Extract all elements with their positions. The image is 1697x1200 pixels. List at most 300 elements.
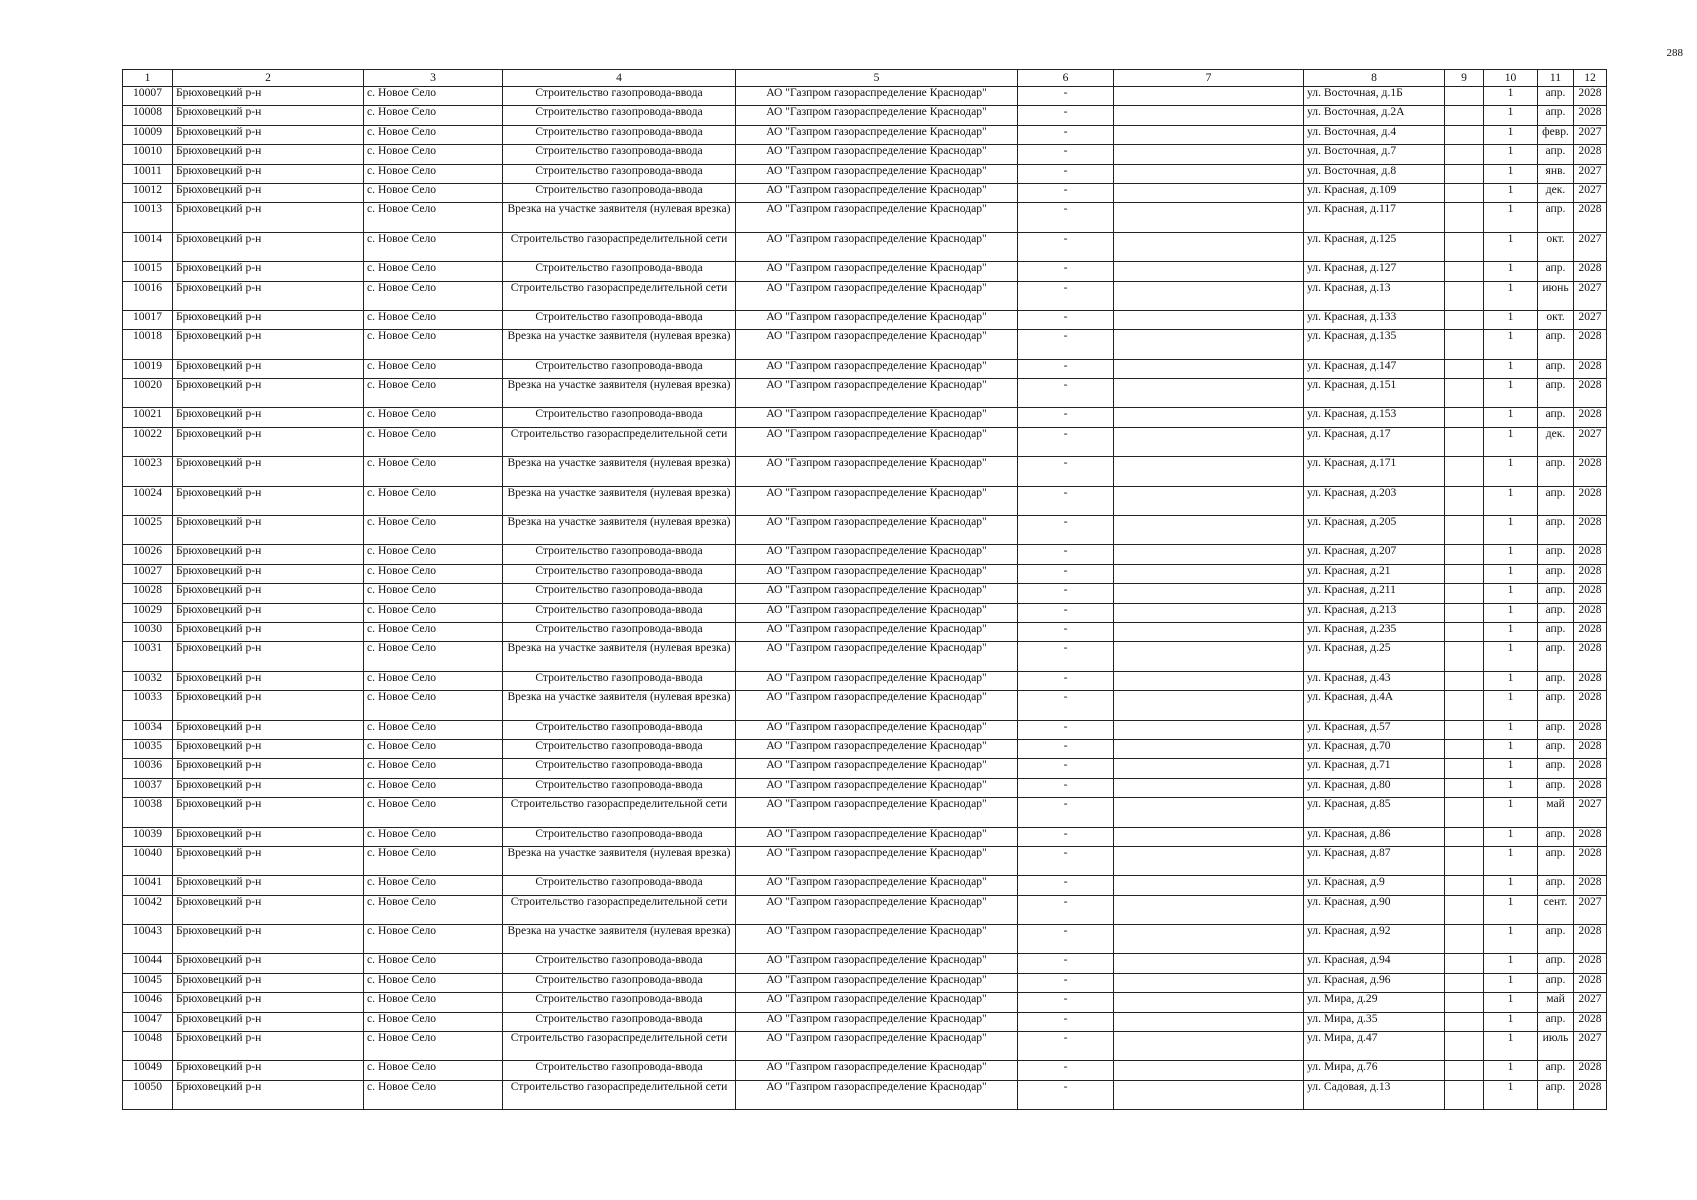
column-6-cell: - bbox=[1018, 876, 1114, 895]
table-row bbox=[123, 281, 1607, 310]
column-number: 7 bbox=[1114, 70, 1304, 87]
column-6-cell: - bbox=[1018, 183, 1114, 202]
column-9-cell bbox=[1445, 87, 1484, 106]
column-6-cell: - bbox=[1018, 486, 1114, 515]
column-7-cell bbox=[1114, 359, 1304, 378]
column-6-cell: - bbox=[1018, 691, 1114, 720]
district-cell: Брюховецкий р-н bbox=[173, 622, 364, 641]
address-cell: ул. Красная, д.80 bbox=[1304, 778, 1445, 797]
column-9-cell bbox=[1445, 925, 1484, 954]
year-cell: 2028 bbox=[1574, 759, 1607, 778]
row-number: 10022 bbox=[123, 427, 173, 456]
row-number: 10042 bbox=[123, 895, 173, 924]
district-cell: Брюховецкий р-н bbox=[173, 759, 364, 778]
work-type-cell: Строительство газопровода-ввода bbox=[503, 584, 736, 603]
table-row bbox=[123, 622, 1607, 641]
locality-cell: с. Новое Село bbox=[364, 106, 503, 125]
row-number: 10041 bbox=[123, 876, 173, 895]
column-7-cell bbox=[1114, 427, 1304, 456]
organization-cell: АО "Газпром газораспределение Краснодар" bbox=[736, 973, 1018, 992]
month-cell: апр. bbox=[1538, 145, 1574, 164]
work-type-cell: Строительство газопровода-ввода bbox=[503, 954, 736, 973]
district-cell: Брюховецкий р-н bbox=[173, 739, 364, 758]
month-cell: дек. bbox=[1538, 183, 1574, 202]
month-cell: июль bbox=[1538, 1032, 1574, 1061]
quantity-cell: 1 bbox=[1484, 427, 1538, 456]
row-number: 10008 bbox=[123, 106, 173, 125]
quantity-cell: 1 bbox=[1484, 545, 1538, 564]
year-cell: 2028 bbox=[1574, 1012, 1607, 1031]
address-cell: ул. Мира, д.76 bbox=[1304, 1061, 1445, 1080]
column-7-cell bbox=[1114, 603, 1304, 622]
work-type-cell: Строительство газопровода-ввода bbox=[503, 1061, 736, 1080]
year-cell: 2028 bbox=[1574, 1080, 1607, 1109]
month-cell: дек. bbox=[1538, 427, 1574, 456]
column-9-cell bbox=[1445, 1012, 1484, 1031]
table-row bbox=[123, 954, 1607, 973]
column-9-cell bbox=[1445, 720, 1484, 739]
column-6-cell: - bbox=[1018, 778, 1114, 797]
address-cell: ул. Красная, д.109 bbox=[1304, 183, 1445, 202]
month-cell: апр. bbox=[1538, 622, 1574, 641]
column-9-cell bbox=[1445, 145, 1484, 164]
locality-cell: с. Новое Село bbox=[364, 876, 503, 895]
month-cell: апр. bbox=[1538, 973, 1574, 992]
district-cell: Брюховецкий р-н bbox=[173, 925, 364, 954]
column-6-cell: - bbox=[1018, 1032, 1114, 1061]
organization-cell: АО "Газпром газораспределение Краснодар" bbox=[736, 457, 1018, 486]
organization-cell: АО "Газпром газораспределение Краснодар" bbox=[736, 262, 1018, 281]
locality-cell: с. Новое Село bbox=[364, 310, 503, 329]
address-cell: ул. Красная, д.13 bbox=[1304, 281, 1445, 310]
address-cell: ул. Восточная, д.2А bbox=[1304, 106, 1445, 125]
address-cell: ул. Красная, д.127 bbox=[1304, 262, 1445, 281]
address-cell: ул. Красная, д.207 bbox=[1304, 545, 1445, 564]
organization-cell: АО "Газпром газораспределение Краснодар" bbox=[736, 622, 1018, 641]
district-cell: Брюховецкий р-н bbox=[173, 359, 364, 378]
district-cell: Брюховецкий р-н bbox=[173, 310, 364, 329]
table-row bbox=[123, 106, 1607, 125]
month-cell: апр. bbox=[1538, 262, 1574, 281]
address-cell: ул. Красная, д.21 bbox=[1304, 564, 1445, 583]
month-cell: февр. bbox=[1538, 125, 1574, 144]
column-7-cell bbox=[1114, 827, 1304, 846]
row-number: 10027 bbox=[123, 564, 173, 583]
column-7-cell bbox=[1114, 232, 1304, 261]
quantity-cell: 1 bbox=[1484, 954, 1538, 973]
column-9-cell bbox=[1445, 164, 1484, 183]
year-cell: 2028 bbox=[1574, 516, 1607, 545]
locality-cell: с. Новое Село bbox=[364, 954, 503, 973]
year-cell: 2028 bbox=[1574, 827, 1607, 846]
column-9-cell bbox=[1445, 739, 1484, 758]
column-7-cell bbox=[1114, 954, 1304, 973]
work-type-cell: Строительство газопровода-ввода bbox=[503, 622, 736, 641]
district-cell: Брюховецкий р-н bbox=[173, 486, 364, 515]
table-row bbox=[123, 359, 1607, 378]
work-type-cell: Строительство газораспределительной сети bbox=[503, 427, 736, 456]
column-number: 9 bbox=[1445, 70, 1484, 87]
work-type-cell: Врезка на участке заявителя (нулевая врезка) bbox=[503, 379, 736, 408]
year-cell: 2028 bbox=[1574, 642, 1607, 671]
locality-cell: с. Новое Село bbox=[364, 895, 503, 924]
column-6-cell: - bbox=[1018, 954, 1114, 973]
organization-cell: АО "Газпром газораспределение Краснодар" bbox=[736, 427, 1018, 456]
table-row bbox=[123, 408, 1607, 427]
table-row bbox=[123, 827, 1607, 846]
locality-cell: с. Новое Село bbox=[364, 486, 503, 515]
month-cell: апр. bbox=[1538, 954, 1574, 973]
year-cell: 2028 bbox=[1574, 720, 1607, 739]
year-cell: 2028 bbox=[1574, 778, 1607, 797]
locality-cell: с. Новое Село bbox=[364, 739, 503, 758]
year-cell: 2027 bbox=[1574, 1032, 1607, 1061]
row-number: 10019 bbox=[123, 359, 173, 378]
district-cell: Брюховецкий р-н bbox=[173, 642, 364, 671]
organization-cell: АО "Газпром газораспределение Краснодар" bbox=[736, 1061, 1018, 1080]
column-9-cell bbox=[1445, 1061, 1484, 1080]
organization-cell: АО "Газпром газораспределение Краснодар" bbox=[736, 759, 1018, 778]
table-row bbox=[123, 203, 1607, 232]
column-7-cell bbox=[1114, 778, 1304, 797]
organization-cell: АО "Газпром газораспределение Краснодар" bbox=[736, 408, 1018, 427]
locality-cell: с. Новое Село bbox=[364, 778, 503, 797]
column-7-cell bbox=[1114, 1061, 1304, 1080]
row-number: 10033 bbox=[123, 691, 173, 720]
column-7-cell bbox=[1114, 720, 1304, 739]
month-cell: апр. bbox=[1538, 603, 1574, 622]
year-cell: 2027 bbox=[1574, 281, 1607, 310]
column-9-cell bbox=[1445, 106, 1484, 125]
quantity-cell: 1 bbox=[1484, 584, 1538, 603]
month-cell: апр. bbox=[1538, 827, 1574, 846]
year-cell: 2028 bbox=[1574, 87, 1607, 106]
row-number: 10046 bbox=[123, 993, 173, 1012]
column-7-cell bbox=[1114, 846, 1304, 875]
work-type-cell: Строительство газопровода-ввода bbox=[503, 87, 736, 106]
column-7-cell bbox=[1114, 564, 1304, 583]
table-row bbox=[123, 330, 1607, 359]
address-cell: ул. Восточная, д.7 bbox=[1304, 145, 1445, 164]
month-cell: апр. bbox=[1538, 486, 1574, 515]
work-type-cell: Строительство газопровода-ввода bbox=[503, 973, 736, 992]
address-cell: ул. Красная, д.9 bbox=[1304, 876, 1445, 895]
work-type-cell: Врезка на участке заявителя (нулевая врезка) bbox=[503, 516, 736, 545]
year-cell: 2028 bbox=[1574, 846, 1607, 875]
year-cell: 2028 bbox=[1574, 925, 1607, 954]
organization-cell: АО "Газпром газораспределение Краснодар" bbox=[736, 798, 1018, 827]
year-cell: 2028 bbox=[1574, 545, 1607, 564]
column-7-cell bbox=[1114, 895, 1304, 924]
quantity-cell: 1 bbox=[1484, 359, 1538, 378]
work-type-cell: Врезка на участке заявителя (нулевая врезка) bbox=[503, 330, 736, 359]
organization-cell: АО "Газпром газораспределение Краснодар" bbox=[736, 876, 1018, 895]
year-cell: 2028 bbox=[1574, 145, 1607, 164]
table-row bbox=[123, 232, 1607, 261]
address-cell: ул. Красная, д.153 bbox=[1304, 408, 1445, 427]
column-7-cell bbox=[1114, 164, 1304, 183]
address-cell: ул. Красная, д.235 bbox=[1304, 622, 1445, 641]
column-6-cell: - bbox=[1018, 564, 1114, 583]
table-row bbox=[123, 603, 1607, 622]
row-number: 10032 bbox=[123, 671, 173, 690]
work-type-cell: Врезка на участке заявителя (нулевая врезка) bbox=[503, 457, 736, 486]
column-9-cell bbox=[1445, 486, 1484, 515]
column-7-cell bbox=[1114, 671, 1304, 690]
quantity-cell: 1 bbox=[1484, 973, 1538, 992]
column-9-cell bbox=[1445, 427, 1484, 456]
table-row bbox=[123, 516, 1607, 545]
column-9-cell bbox=[1445, 798, 1484, 827]
district-cell: Брюховецкий р-н bbox=[173, 798, 364, 827]
row-number: 10038 bbox=[123, 798, 173, 827]
month-cell: апр. bbox=[1538, 1080, 1574, 1109]
address-cell: ул. Красная, д.135 bbox=[1304, 330, 1445, 359]
month-cell: апр. bbox=[1538, 584, 1574, 603]
organization-cell: АО "Газпром газораспределение Краснодар" bbox=[736, 778, 1018, 797]
quantity-cell: 1 bbox=[1484, 691, 1538, 720]
column-9-cell bbox=[1445, 183, 1484, 202]
district-cell: Брюховецкий р-н bbox=[173, 876, 364, 895]
work-type-cell: Врезка на участке заявителя (нулевая врезка) bbox=[503, 642, 736, 671]
work-type-cell: Строительство газопровода-ввода bbox=[503, 876, 736, 895]
column-6-cell: - bbox=[1018, 232, 1114, 261]
table-row bbox=[123, 87, 1607, 106]
organization-cell: АО "Газпром газораспределение Краснодар" bbox=[736, 671, 1018, 690]
district-cell: Брюховецкий р-н bbox=[173, 408, 364, 427]
year-cell: 2028 bbox=[1574, 584, 1607, 603]
work-type-cell: Врезка на участке заявителя (нулевая врезка) bbox=[503, 846, 736, 875]
table-row bbox=[123, 1012, 1607, 1031]
district-cell: Брюховецкий р-н bbox=[173, 895, 364, 924]
column-7-cell bbox=[1114, 457, 1304, 486]
locality-cell: с. Новое Село bbox=[364, 281, 503, 310]
column-7-cell bbox=[1114, 642, 1304, 671]
quantity-cell: 1 bbox=[1484, 183, 1538, 202]
table-row bbox=[123, 925, 1607, 954]
work-type-cell: Строительство газопровода-ввода bbox=[503, 603, 736, 622]
organization-cell: АО "Газпром газораспределение Краснодар" bbox=[736, 1012, 1018, 1031]
work-type-cell: Строительство газопровода-ввода bbox=[503, 262, 736, 281]
table-row bbox=[123, 584, 1607, 603]
column-9-cell bbox=[1445, 973, 1484, 992]
district-cell: Брюховецкий р-н bbox=[173, 125, 364, 144]
organization-cell: АО "Газпром газораспределение Краснодар" bbox=[736, 603, 1018, 622]
organization-cell: АО "Газпром газораспределение Краснодар" bbox=[736, 720, 1018, 739]
quantity-cell: 1 bbox=[1484, 164, 1538, 183]
column-9-cell bbox=[1445, 359, 1484, 378]
locality-cell: с. Новое Село bbox=[364, 584, 503, 603]
column-number: 6 bbox=[1018, 70, 1114, 87]
organization-cell: АО "Газпром газораспределение Краснодар" bbox=[736, 564, 1018, 583]
row-number: 10014 bbox=[123, 232, 173, 261]
locality-cell: с. Новое Село bbox=[364, 427, 503, 456]
quantity-cell: 1 bbox=[1484, 603, 1538, 622]
address-cell: ул. Красная, д.43 bbox=[1304, 671, 1445, 690]
year-cell: 2028 bbox=[1574, 603, 1607, 622]
row-number: 10035 bbox=[123, 739, 173, 758]
organization-cell: АО "Газпром газораспределение Краснодар" bbox=[736, 145, 1018, 164]
address-cell: ул. Восточная, д.1Б bbox=[1304, 87, 1445, 106]
row-number: 10010 bbox=[123, 145, 173, 164]
work-type-cell: Строительство газопровода-ввода bbox=[503, 564, 736, 583]
month-cell: апр. bbox=[1538, 87, 1574, 106]
column-7-cell bbox=[1114, 925, 1304, 954]
table-row bbox=[123, 545, 1607, 564]
locality-cell: с. Новое Село bbox=[364, 622, 503, 641]
row-number: 10025 bbox=[123, 516, 173, 545]
locality-cell: с. Новое Село bbox=[364, 545, 503, 564]
quantity-cell: 1 bbox=[1484, 1080, 1538, 1109]
organization-cell: АО "Газпром газораспределение Краснодар" bbox=[736, 359, 1018, 378]
address-cell: ул. Красная, д.87 bbox=[1304, 846, 1445, 875]
district-cell: Брюховецкий р-н bbox=[173, 545, 364, 564]
table-row bbox=[123, 1080, 1607, 1109]
column-9-cell bbox=[1445, 895, 1484, 924]
column-number: 1 bbox=[123, 70, 173, 87]
locality-cell: с. Новое Село bbox=[364, 330, 503, 359]
column-6-cell: - bbox=[1018, 925, 1114, 954]
organization-cell: АО "Газпром газораспределение Краснодар" bbox=[736, 183, 1018, 202]
locality-cell: с. Новое Село bbox=[364, 671, 503, 690]
locality-cell: с. Новое Село bbox=[364, 993, 503, 1012]
row-number: 10039 bbox=[123, 827, 173, 846]
quantity-cell: 1 bbox=[1484, 125, 1538, 144]
table-row bbox=[123, 876, 1607, 895]
district-cell: Брюховецкий р-н bbox=[173, 232, 364, 261]
month-cell: апр. bbox=[1538, 379, 1574, 408]
row-number: 10037 bbox=[123, 778, 173, 797]
work-type-cell: Строительство газораспределительной сети bbox=[503, 281, 736, 310]
year-cell: 2028 bbox=[1574, 359, 1607, 378]
column-6-cell: - bbox=[1018, 622, 1114, 641]
quantity-cell: 1 bbox=[1484, 203, 1538, 232]
column-7-cell bbox=[1114, 145, 1304, 164]
locality-cell: с. Новое Село bbox=[364, 1080, 503, 1109]
address-cell: ул. Красная, д.125 bbox=[1304, 232, 1445, 261]
locality-cell: с. Новое Село bbox=[364, 759, 503, 778]
column-6-cell: - bbox=[1018, 281, 1114, 310]
address-cell: ул. Мира, д.47 bbox=[1304, 1032, 1445, 1061]
table-row bbox=[123, 125, 1607, 144]
table-row bbox=[123, 759, 1607, 778]
column-6-cell: - bbox=[1018, 203, 1114, 232]
column-6-cell: - bbox=[1018, 87, 1114, 106]
district-cell: Брюховецкий р-н bbox=[173, 203, 364, 232]
district-cell: Брюховецкий р-н bbox=[173, 564, 364, 583]
row-number: 10026 bbox=[123, 545, 173, 564]
year-cell: 2028 bbox=[1574, 262, 1607, 281]
column-9-cell bbox=[1445, 622, 1484, 641]
work-type-cell: Строительство газопровода-ввода bbox=[503, 145, 736, 164]
locality-cell: с. Новое Село bbox=[364, 691, 503, 720]
locality-cell: с. Новое Село bbox=[364, 720, 503, 739]
quantity-cell: 1 bbox=[1484, 516, 1538, 545]
quantity-cell: 1 bbox=[1484, 408, 1538, 427]
district-cell: Брюховецкий р-н bbox=[173, 330, 364, 359]
column-6-cell: - bbox=[1018, 145, 1114, 164]
district-cell: Брюховецкий р-н bbox=[173, 1012, 364, 1031]
row-number: 10011 bbox=[123, 164, 173, 183]
row-number: 10020 bbox=[123, 379, 173, 408]
locality-cell: с. Новое Село bbox=[364, 408, 503, 427]
organization-cell: АО "Газпром газораспределение Краснодар" bbox=[736, 642, 1018, 671]
locality-cell: с. Новое Село bbox=[364, 827, 503, 846]
column-7-cell bbox=[1114, 262, 1304, 281]
column-7-cell bbox=[1114, 281, 1304, 310]
locality-cell: с. Новое Село bbox=[364, 203, 503, 232]
locality-cell: с. Новое Село bbox=[364, 359, 503, 378]
column-9-cell bbox=[1445, 408, 1484, 427]
district-cell: Брюховецкий р-н bbox=[173, 87, 364, 106]
locality-cell: с. Новое Село bbox=[364, 973, 503, 992]
work-type-cell: Строительство газопровода-ввода bbox=[503, 759, 736, 778]
month-cell: май bbox=[1538, 798, 1574, 827]
column-6-cell: - bbox=[1018, 846, 1114, 875]
row-number: 10047 bbox=[123, 1012, 173, 1031]
quantity-cell: 1 bbox=[1484, 895, 1538, 924]
address-cell: ул. Красная, д.94 bbox=[1304, 954, 1445, 973]
column-9-cell bbox=[1445, 545, 1484, 564]
row-number: 10012 bbox=[123, 183, 173, 202]
column-number-row bbox=[123, 70, 1607, 87]
organization-cell: АО "Газпром газораспределение Краснодар" bbox=[736, 739, 1018, 758]
table-row bbox=[123, 145, 1607, 164]
year-cell: 2028 bbox=[1574, 973, 1607, 992]
locality-cell: с. Новое Село bbox=[364, 516, 503, 545]
table-row bbox=[123, 846, 1607, 875]
organization-cell: АО "Газпром газораспределение Краснодар" bbox=[736, 827, 1018, 846]
quantity-cell: 1 bbox=[1484, 1012, 1538, 1031]
locality-cell: с. Новое Село bbox=[364, 379, 503, 408]
year-cell: 2028 bbox=[1574, 330, 1607, 359]
month-cell: апр. bbox=[1538, 671, 1574, 690]
column-6-cell: - bbox=[1018, 739, 1114, 758]
column-6-cell: - bbox=[1018, 106, 1114, 125]
column-7-cell bbox=[1114, 486, 1304, 515]
table-row bbox=[123, 1061, 1607, 1080]
month-cell: апр. bbox=[1538, 1061, 1574, 1080]
month-cell: апр. bbox=[1538, 739, 1574, 758]
quantity-cell: 1 bbox=[1484, 145, 1538, 164]
column-9-cell bbox=[1445, 876, 1484, 895]
locality-cell: с. Новое Село bbox=[364, 183, 503, 202]
address-cell: ул. Красная, д.203 bbox=[1304, 486, 1445, 515]
quantity-cell: 1 bbox=[1484, 457, 1538, 486]
month-cell: апр. bbox=[1538, 691, 1574, 720]
quantity-cell: 1 bbox=[1484, 1032, 1538, 1061]
month-cell: апр. bbox=[1538, 759, 1574, 778]
row-number: 10007 bbox=[123, 87, 173, 106]
column-number: 5 bbox=[736, 70, 1018, 87]
organization-cell: АО "Газпром газораспределение Краснодар" bbox=[736, 125, 1018, 144]
district-cell: Брюховецкий р-н bbox=[173, 584, 364, 603]
row-number: 10015 bbox=[123, 262, 173, 281]
column-9-cell bbox=[1445, 954, 1484, 973]
address-cell: ул. Красная, д.205 bbox=[1304, 516, 1445, 545]
organization-cell: АО "Газпром газораспределение Краснодар" bbox=[736, 691, 1018, 720]
work-type-cell: Строительство газопровода-ввода bbox=[503, 310, 736, 329]
row-number: 10017 bbox=[123, 310, 173, 329]
quantity-cell: 1 bbox=[1484, 486, 1538, 515]
year-cell: 2027 bbox=[1574, 798, 1607, 827]
district-cell: Брюховецкий р-н bbox=[173, 516, 364, 545]
locality-cell: с. Новое Село bbox=[364, 164, 503, 183]
address-cell: ул. Садовая, д.13 bbox=[1304, 1080, 1445, 1109]
column-7-cell bbox=[1114, 183, 1304, 202]
table-row bbox=[123, 486, 1607, 515]
locality-cell: с. Новое Село bbox=[364, 925, 503, 954]
